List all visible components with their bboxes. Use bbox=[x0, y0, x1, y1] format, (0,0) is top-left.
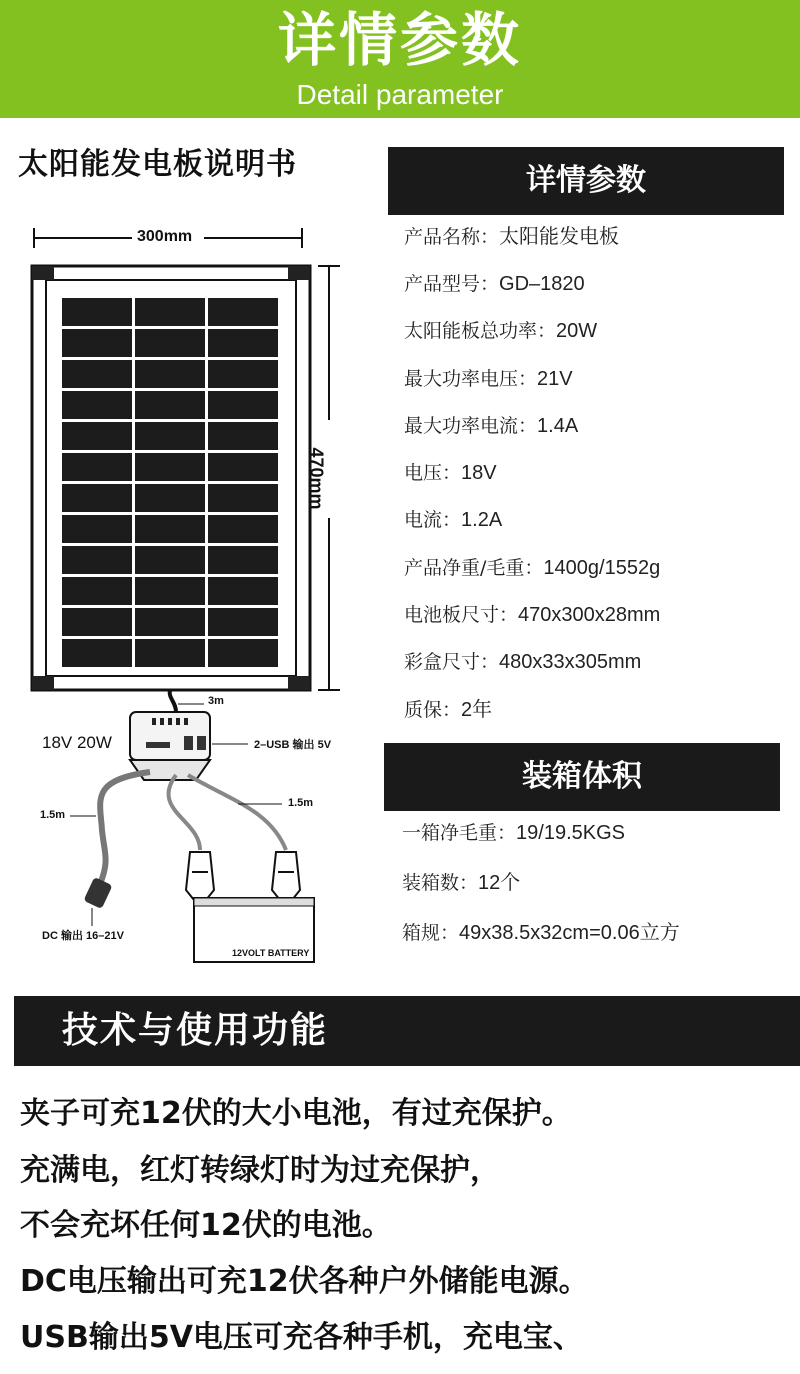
solar-cell bbox=[208, 639, 278, 667]
solar-cell bbox=[62, 577, 132, 605]
solar-cell bbox=[62, 391, 132, 419]
feature-line: 不会充坏任何12伏的电池。 bbox=[20, 1208, 392, 1243]
spec-value: 太阳能发电板 bbox=[499, 226, 620, 248]
solar-cell bbox=[135, 484, 205, 512]
spec-label: 最大功率电流： bbox=[404, 415, 538, 437]
spec-value: GD–1820 bbox=[499, 273, 585, 295]
clamp-left bbox=[186, 852, 214, 900]
spec-item bbox=[404, 317, 597, 345]
solar-cell bbox=[62, 329, 132, 357]
solar-cell bbox=[62, 298, 132, 326]
spec-value: 20W bbox=[556, 320, 598, 342]
feature-line: USB输出5V电压可充各种手机，充电宝、 bbox=[20, 1320, 583, 1355]
solar-cell bbox=[135, 329, 205, 357]
packing-value: 12个 bbox=[478, 872, 521, 894]
panel-cable bbox=[170, 690, 176, 712]
solar-cell bbox=[208, 391, 278, 419]
spec-label: 太阳能板总功率： bbox=[404, 320, 557, 342]
solar-cell bbox=[208, 453, 278, 481]
solar-cell bbox=[62, 422, 132, 450]
spec-value: 1.2A bbox=[461, 509, 503, 531]
spec-item bbox=[404, 412, 578, 440]
feature-line: 夹子可充12伏的大小电池，有过充保护。 bbox=[20, 1096, 572, 1131]
height-label: 470mm bbox=[306, 447, 327, 510]
solar-cell bbox=[208, 360, 278, 388]
width-label: 300mm bbox=[137, 228, 193, 245]
dc-output-label: DC 输出 16–21V bbox=[42, 930, 124, 942]
spec-item bbox=[404, 459, 497, 487]
spec-value: 21V bbox=[537, 368, 573, 390]
packing-item bbox=[402, 819, 625, 847]
spec-label: 产品净重/毛重： bbox=[404, 557, 544, 579]
spec-label: 最大功率电压： bbox=[404, 368, 538, 390]
spec-label: 产品型号： bbox=[404, 273, 500, 295]
solar-cell bbox=[208, 515, 278, 543]
dc-cable bbox=[100, 772, 150, 884]
solar-cell bbox=[208, 484, 278, 512]
specs-section-title: 详情参数 bbox=[388, 147, 784, 215]
packing-value: 19/19.5KGS bbox=[516, 822, 625, 844]
spec-label: 质保： bbox=[404, 699, 462, 721]
solar-cell bbox=[208, 298, 278, 326]
header-title: 详情参数 bbox=[277, 6, 522, 74]
solar-cell bbox=[135, 391, 205, 419]
solar-cell bbox=[135, 515, 205, 543]
left-cable-label: 1.5m bbox=[40, 809, 66, 821]
solar-cell bbox=[135, 360, 205, 388]
packing-label: 装箱数： bbox=[402, 872, 479, 894]
solar-cell bbox=[208, 329, 278, 357]
packing-label: 箱规： bbox=[402, 922, 460, 944]
spec-value: 1.4A bbox=[537, 415, 579, 437]
solar-cell bbox=[135, 453, 205, 481]
page-header bbox=[0, 0, 800, 118]
solar-panel-diagram bbox=[0, 220, 380, 980]
solar-cell bbox=[208, 422, 278, 450]
header-subtitle: Detail parameter bbox=[296, 79, 504, 110]
solar-cell bbox=[62, 546, 132, 574]
battery-cable-right bbox=[188, 775, 286, 850]
solar-cell bbox=[62, 608, 132, 636]
features-section-title: 技术与使用功能 bbox=[62, 1010, 329, 1051]
rating-label: 18V 20W bbox=[42, 733, 112, 752]
spec-label: 电压： bbox=[404, 462, 462, 484]
clamp-right bbox=[272, 852, 300, 900]
packing-item bbox=[402, 919, 680, 947]
usb-output-label: 2–USB 输出 5V bbox=[254, 739, 332, 751]
manual-title: 太阳能发电板说明书 bbox=[18, 147, 297, 182]
feature-line: DC电压输出可充12伏各种户外储能电源。 bbox=[20, 1264, 589, 1299]
spec-value: 480x33x305mm bbox=[499, 651, 642, 673]
spec-value: 470x300x28mm bbox=[518, 604, 661, 626]
solar-cell bbox=[62, 639, 132, 667]
spec-label: 电池板尺寸： bbox=[404, 604, 519, 626]
solar-cell bbox=[208, 546, 278, 574]
spec-label: 电流： bbox=[404, 509, 462, 531]
battery-label: 12VOLT BATTERY bbox=[232, 948, 310, 958]
spec-value: 2年 bbox=[461, 699, 493, 721]
controller-box bbox=[130, 712, 210, 780]
solar-cell bbox=[208, 577, 278, 605]
spec-item bbox=[404, 648, 641, 676]
packing-label: 一箱净毛重： bbox=[402, 822, 517, 844]
spec-item bbox=[404, 554, 660, 582]
spec-value: 1400g/1552g bbox=[543, 557, 661, 579]
solar-cell bbox=[62, 515, 132, 543]
solar-cell bbox=[208, 608, 278, 636]
spec-item bbox=[404, 506, 502, 534]
spec-item bbox=[404, 223, 619, 251]
solar-cell bbox=[135, 639, 205, 667]
spec-item bbox=[404, 270, 585, 298]
solar-cell bbox=[135, 298, 205, 326]
packing-section-title: 装箱体积 bbox=[384, 743, 780, 811]
right-cable-label: 1.5m bbox=[288, 797, 314, 809]
solar-cell bbox=[135, 577, 205, 605]
solar-cell bbox=[135, 608, 205, 636]
spec-label: 彩盒尺寸： bbox=[404, 651, 500, 673]
spec-item bbox=[404, 365, 573, 393]
solar-cell bbox=[62, 484, 132, 512]
spec-label: 产品名称： bbox=[404, 226, 500, 248]
packing-item bbox=[402, 869, 520, 897]
spec-item bbox=[404, 601, 660, 629]
packing-value: 49x38.5x32cm=0.06立方 bbox=[459, 922, 680, 944]
spec-item bbox=[404, 696, 492, 724]
battery-cable-left bbox=[169, 775, 200, 850]
cable-length-label: 3m bbox=[208, 695, 224, 707]
solar-cell bbox=[62, 453, 132, 481]
solar-cell bbox=[62, 360, 132, 388]
spec-value: 18V bbox=[461, 462, 497, 484]
solar-cell bbox=[135, 546, 205, 574]
dc-plug bbox=[83, 877, 112, 926]
solar-cell bbox=[135, 422, 205, 450]
feature-line: 充满电，红灯转绿灯时为过充保护， bbox=[20, 1153, 500, 1188]
